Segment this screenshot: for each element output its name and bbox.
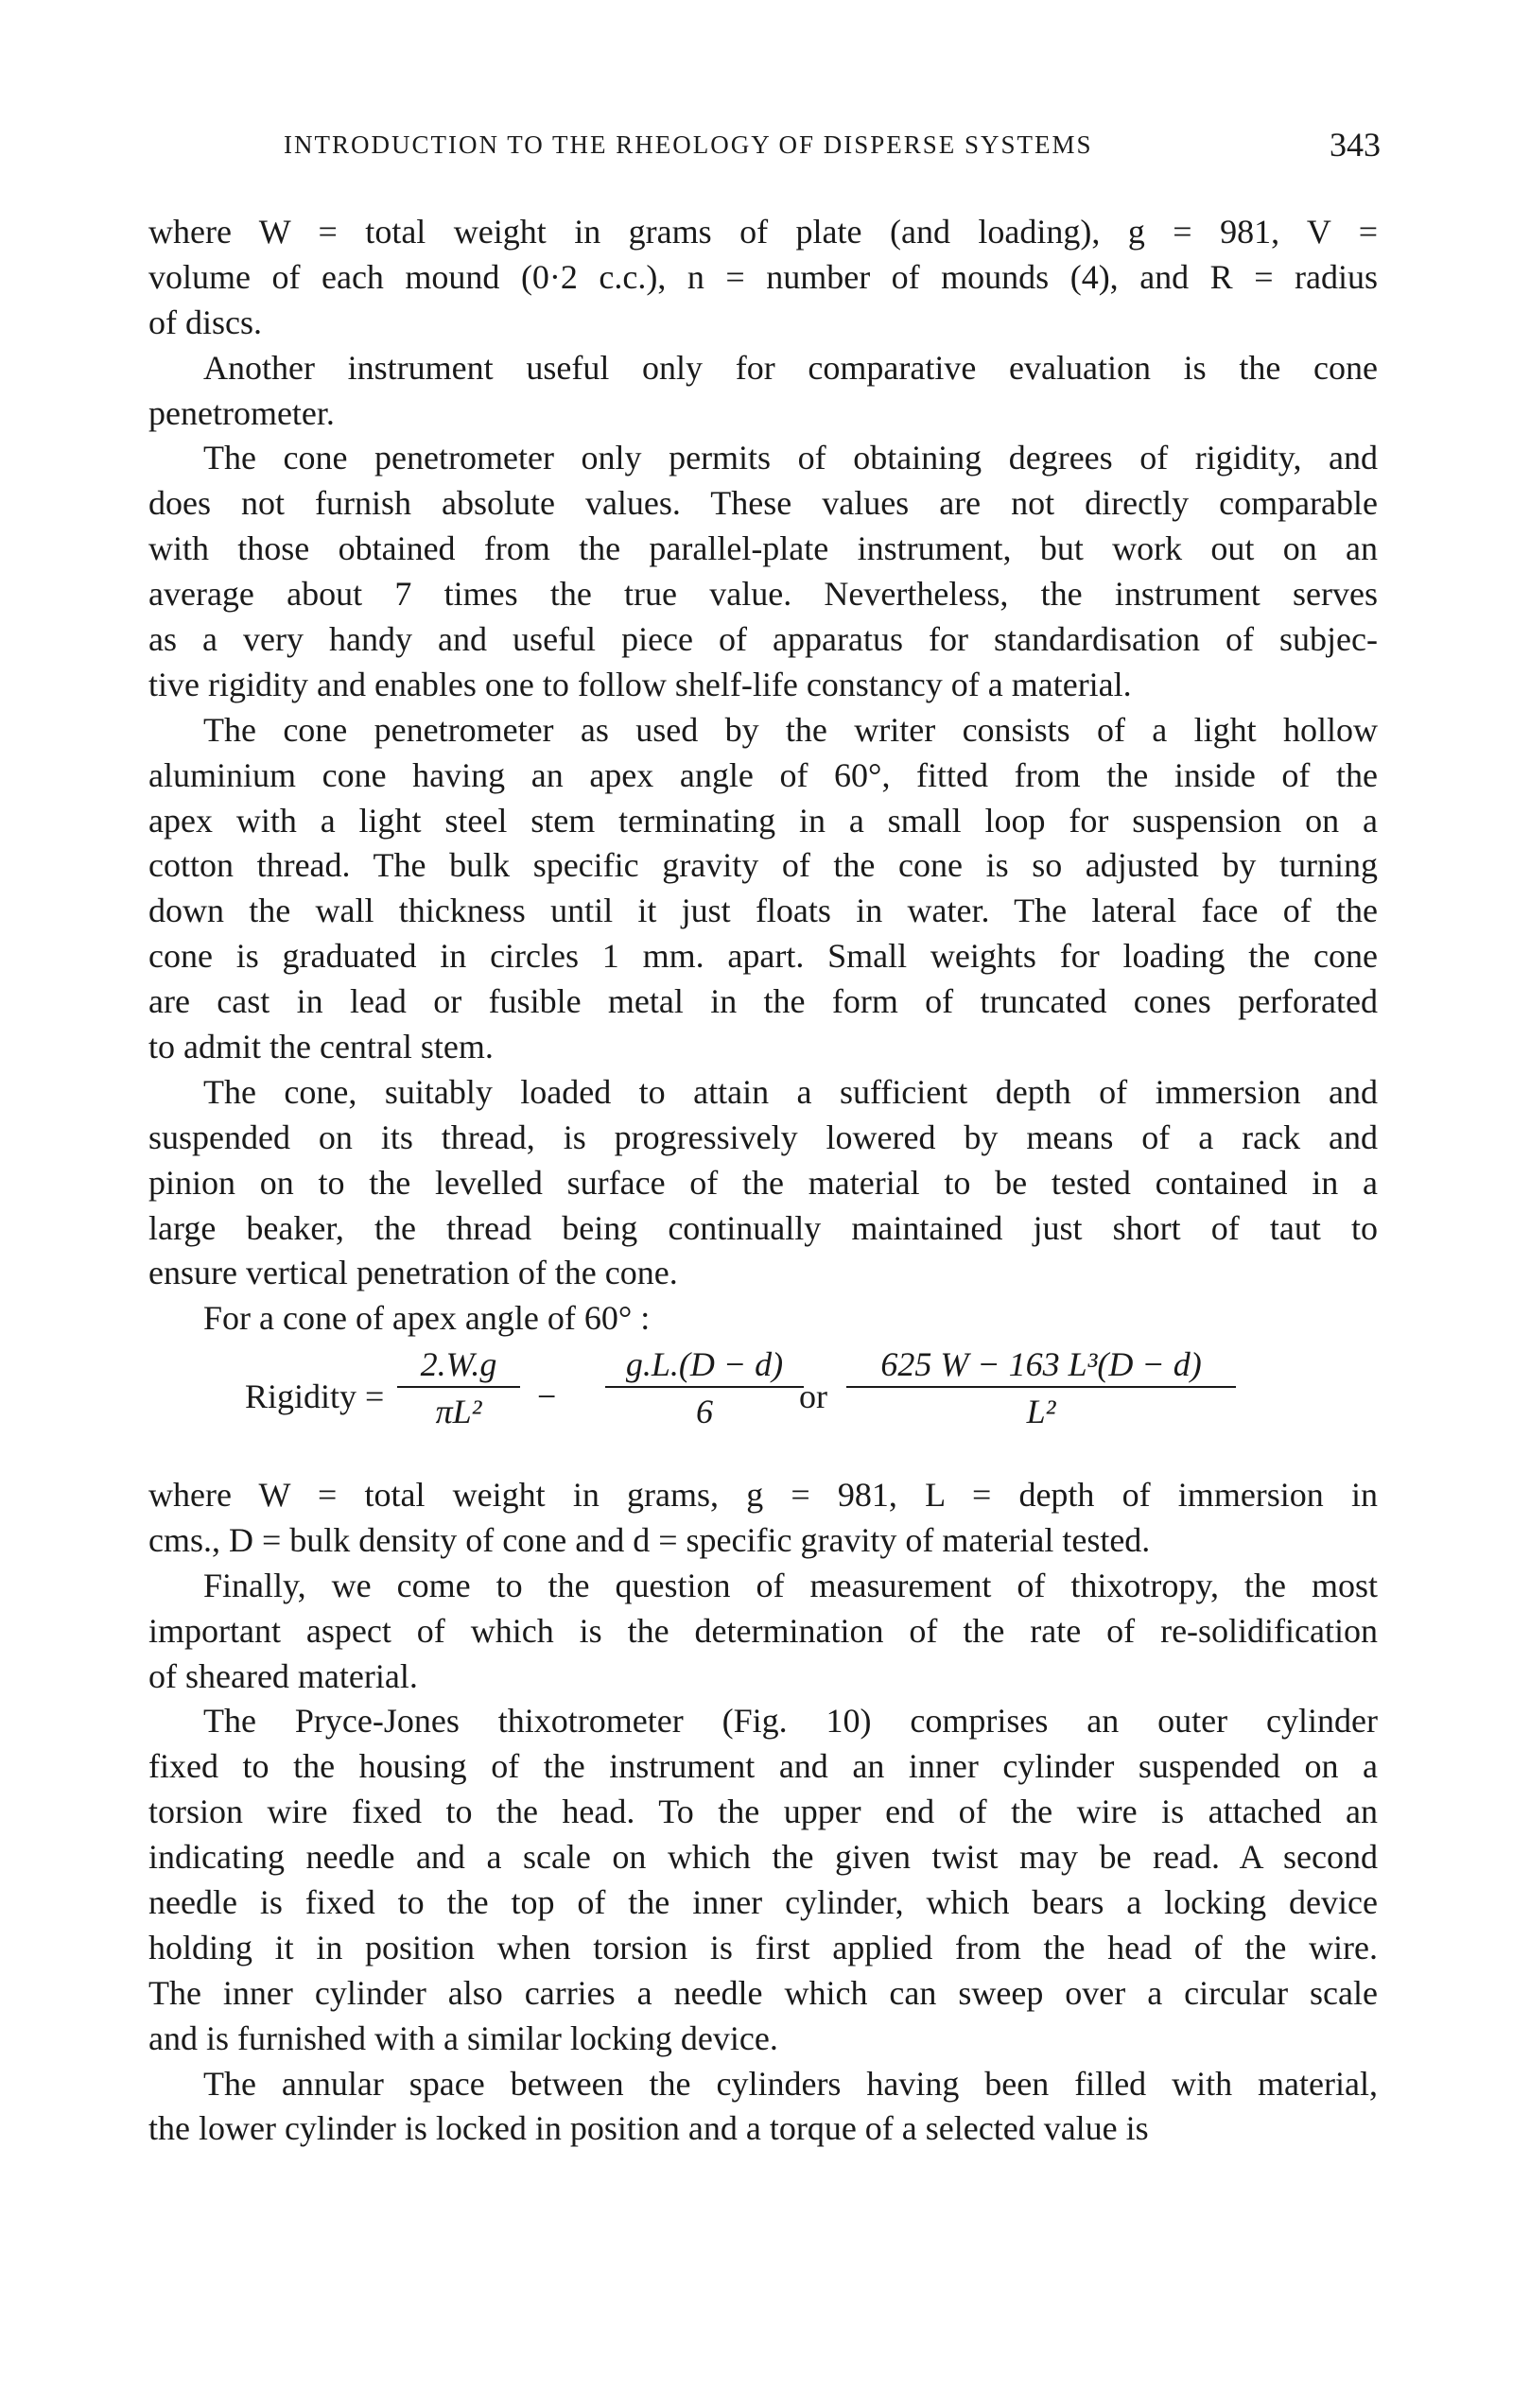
text-line: where W = total weight in grams of plate (and loading), g = 981, V = (148, 213, 1378, 251)
text-line: tive rigidity and enables one to follow shelf-life constancy of a material. (148, 665, 1132, 703)
text-line: down the wall thickness until it just floats in water. The lateral face of the (148, 892, 1378, 930)
text-line: and is furnished with a similar locking device. (148, 2018, 778, 2057)
text-line: The cone penetrometer as used by the writer consists of a light hollow (203, 710, 1378, 749)
text-line: of discs. (148, 303, 262, 341)
text-line: to admit the central stem. (148, 1028, 494, 1066)
text-line: The cone penetrometer only permits of obtaining degrees of rigidity, and (203, 439, 1378, 477)
text-line: important aspect of which is the determination of the rate of re-solidification (148, 1611, 1378, 1650)
text-line: cotton thread. The bulk specific gravity of the cone is so adjusted by turning (148, 846, 1378, 885)
rigidity-equation (0, 1343, 1530, 1456)
text-line: as a very handy and useful piece of apparatus for standardisation of subjec- (148, 620, 1378, 659)
minus-sign: − (537, 1377, 557, 1415)
text-line: volume of each mound (0·2 c.c.), n = number of mounds (4), and R = radius (148, 257, 1378, 296)
body-text-bottom (148, 1473, 1378, 2152)
text-line: does not furnish absolute values. These values are not directly comparable (148, 484, 1378, 523)
running-title: INTRODUCTION TO THE RHEOLOGY OF DISPERSE SYSTEMS (284, 130, 1093, 159)
text-line: are cast in lead or fusible metal in the form of truncated cones perforated (148, 982, 1378, 1021)
fraction-2 (605, 1343, 804, 1431)
text-line: the lower cylinder is locked in position and a torque of a selected value is (148, 2109, 1149, 2148)
text-line: Another instrument useful only for comparative evaluation is the cone (203, 348, 1378, 387)
or-text: or (799, 1377, 827, 1415)
text-line: suspended on its thread, is progressively lowered by means of a rack and (148, 1117, 1378, 1156)
text-line: fixed to the housing of the instrument and an inner cylinder suspended on a (148, 1747, 1378, 1786)
text-line: The annular space between the cylinders having been filled with material, (203, 2064, 1378, 2103)
text-line: large beaker, the thread being continually maintained just short of taut to (148, 1208, 1378, 1247)
fraction-2-numerator: g.L.(D − d) (625, 1345, 784, 1383)
fraction-1 (397, 1343, 520, 1431)
text-line: indicating needle and a scale on which the given twist may be read. A second (148, 1838, 1378, 1877)
body-text-top (148, 210, 1378, 1342)
text-line: The inner cylinder also carries a needle which can sweep over a circular scale (148, 1973, 1378, 2012)
fraction-3 (846, 1343, 1236, 1431)
fraction-3-denominator: L² (1026, 1393, 1056, 1430)
text-line: apex with a light steel stem terminating in a small loop for suspension on a (148, 801, 1378, 840)
text-line: of sheared material. (148, 1656, 418, 1695)
fraction-2-denominator: 6 (696, 1393, 713, 1430)
text-line: torsion wire fixed to the head. To the upper end of the wire is attached an (148, 1793, 1378, 1831)
fraction-1-numerator: 2.W.g (420, 1345, 497, 1383)
equation-lhs: Rigidity = (245, 1377, 385, 1415)
text-line: ensure vertical penetration of the cone. (148, 1254, 678, 1292)
text-line: The cone, suitably loaded to attain a sufficient depth of immersion and (203, 1072, 1378, 1111)
running-header (284, 125, 1381, 170)
text-line: aluminium cone having an apex angle of 60°, fitted from the inside of the (148, 755, 1378, 794)
text-line: where W = total weight in grams, g = 981, L = depth of immersion in (148, 1476, 1378, 1514)
text-line: For a cone of apex angle of 60° : (203, 1299, 651, 1338)
text-line: average about 7 times the true value. Nevertheless, the instrument serves (148, 575, 1378, 614)
text-line: pinion on to the levelled surface of the material to be tested contained in a (148, 1163, 1378, 1202)
page-number: 343 (1330, 126, 1381, 164)
text-line: needle is fixed to the top of the inner cylinder, which bears a locking device (148, 1883, 1378, 1922)
fraction-3-numerator: 625 W − 163 L³(D − d) (880, 1345, 1202, 1383)
text-line: Finally, we come to the question of measurement of thixotropy, the most (203, 1566, 1378, 1604)
text-line: cms., D = bulk density of cone and d = specific gravity of material tested. (148, 1520, 1151, 1559)
text-line: The Pryce-Jones thixotrometer (Fig. 10) comprises an outer cylinder (203, 1702, 1378, 1741)
text-line: penetrometer. (148, 393, 335, 432)
text-line: cone is graduated in circles 1 mm. apart. Small weights for loading the cone (148, 937, 1378, 976)
fraction-1-denominator: πL² (435, 1393, 482, 1430)
text-line: holding it in position when torsion is first applied from the head of the wire. (148, 1928, 1378, 1966)
text-line: with those obtained from the parallel-plate instrument, but work out on an (148, 529, 1378, 568)
